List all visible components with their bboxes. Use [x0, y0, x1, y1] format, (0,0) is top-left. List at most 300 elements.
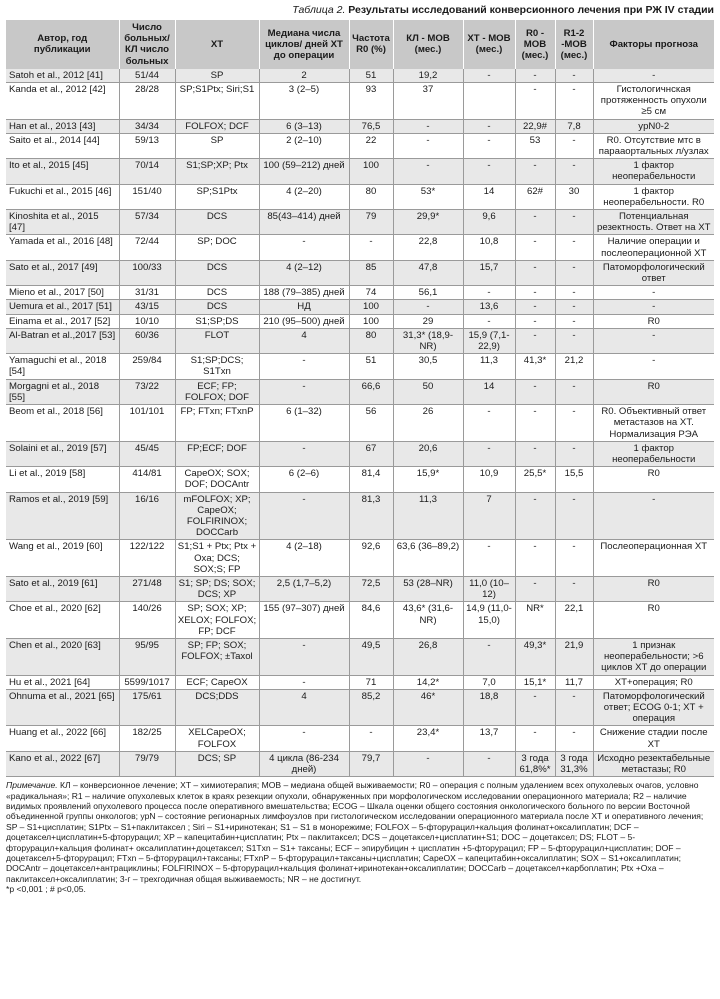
table-cell: 79,7	[349, 751, 393, 776]
table-cell: SP;S1Ptx; Siri;S1	[175, 83, 259, 120]
table-cell: -	[259, 441, 349, 466]
table-cell: Kano et al., 2022 [67]	[6, 751, 119, 776]
table-cell: 60/36	[119, 328, 175, 353]
table-row	[6, 379, 714, 404]
table-cell: S1;S1 + Ptx; Ptx + Oxa; DCS; SOX;S; FP	[175, 540, 259, 577]
table-cell: 100	[349, 300, 393, 314]
table-cell: 271/48	[119, 576, 175, 601]
table-cell: 15,7	[463, 260, 515, 285]
table-cell: 21,9	[555, 638, 593, 675]
table-row	[6, 492, 714, 540]
table-cell: 31,3* (18,9-NR)	[393, 328, 463, 353]
table-cell: -	[515, 235, 555, 260]
table-cell: 53*	[393, 184, 463, 209]
table-cell: 10,9	[463, 467, 515, 492]
table-cell: DCS	[175, 260, 259, 285]
table-cell: 74	[349, 286, 393, 300]
table-cell: 73/22	[119, 379, 175, 404]
table-cell: Beom et al., 2018 [56]	[6, 405, 119, 442]
table-cell: 101/101	[119, 405, 175, 442]
table-cell: SP; SOX; XP; XELOX; FOLFOX; FP; DCF	[175, 602, 259, 639]
table-cell: ECF; FP; FOLFOX; DOF	[175, 379, 259, 404]
table-cell: -	[515, 300, 555, 314]
table-cell: 151/40	[119, 184, 175, 209]
table-cell: -	[393, 133, 463, 158]
table-caption	[6, 3, 714, 17]
table-cell: -	[463, 540, 515, 577]
table-cell: -	[515, 379, 555, 404]
table-cell: 414/81	[119, 467, 175, 492]
table-cell: FLOT	[175, 328, 259, 353]
table-cell: 53 (28–NR)	[393, 576, 463, 601]
table-cell: 22	[349, 133, 393, 158]
table-cell: Послеоперационная ХТ	[593, 540, 714, 577]
table-cell: 16/16	[119, 492, 175, 540]
table-cell: 1 фактор неоперабельности. R0	[593, 184, 714, 209]
table-cell: NR*	[515, 602, 555, 639]
table-cell: 4 (2–20)	[259, 184, 349, 209]
table-cell: Choe et al., 2020 [62]	[6, 602, 119, 639]
table-cell: 22,8	[393, 235, 463, 260]
column-header: КЛ - МОВ (мес.)	[393, 20, 463, 69]
table-cell: 50	[393, 379, 463, 404]
table-cell: -	[593, 354, 714, 379]
table-row	[6, 314, 714, 328]
table-row	[6, 159, 714, 184]
table-cell: Kanda et al., 2012 [42]	[6, 83, 119, 120]
column-header: Факторы прогноза	[593, 20, 714, 69]
table-cell: 49,5	[349, 638, 393, 675]
table-cell: FP; FTxn; FTxnP	[175, 405, 259, 442]
table-row	[6, 441, 714, 466]
table-cell: -	[555, 540, 593, 577]
table-cell: 59/13	[119, 133, 175, 158]
table-cell: 9,6	[463, 210, 515, 235]
table-cell: 85(43–414) дней	[259, 210, 349, 235]
table-cell: -	[515, 726, 555, 751]
table-cell: Ohnuma et al., 2021 [65]	[6, 689, 119, 726]
table-cell: S1;SP;DCS; S1Txn	[175, 354, 259, 379]
table-cell: -	[349, 726, 393, 751]
table-cell: -	[349, 235, 393, 260]
table-cell: 2	[259, 69, 349, 83]
table-cell: -	[555, 492, 593, 540]
table-cell: 1 признак неоперабельности; >6 циклов ХТ до операции	[593, 638, 714, 675]
table-cell: Sato et al., 2019 [61]	[6, 576, 119, 601]
table-cell: Потенциальная резектность. Ответ на ХТ	[593, 210, 714, 235]
table-cell: -	[515, 689, 555, 726]
table-cell: ХТ+операция; R0	[593, 675, 714, 689]
column-header: Медиана числа циклов/ дней ХТ до операции	[259, 20, 349, 69]
table-cell: XELCapeOX; FOLFOX	[175, 726, 259, 751]
table-cell: 51	[349, 354, 393, 379]
table-cell: 49,3*	[515, 638, 555, 675]
table-cell: 93	[349, 83, 393, 120]
table-cell: -	[515, 405, 555, 442]
table-row	[6, 576, 714, 601]
table-cell: FP;ECF; DOF	[175, 441, 259, 466]
table-cell: -	[593, 492, 714, 540]
table-cell: 2 (2–10)	[259, 133, 349, 158]
table-cell: 3 (2–5)	[259, 83, 349, 120]
table-cell: 182/25	[119, 726, 175, 751]
table-cell: 7,8	[555, 119, 593, 133]
table-cell: 95/95	[119, 638, 175, 675]
table-cell: -	[593, 286, 714, 300]
table-cell: Исходно резектабельные метастазы; R0	[593, 751, 714, 776]
table-cell: SP; FP; SOX; FOLFOX; ±Taxol	[175, 638, 259, 675]
table-cell: R0	[593, 576, 714, 601]
table-row	[6, 210, 714, 235]
table-cell: R0	[593, 379, 714, 404]
table-cell: DCS	[175, 210, 259, 235]
table-cell: 13,6	[463, 300, 515, 314]
table-cell: Chen et al., 2020 [63]	[6, 638, 119, 675]
table-cell: 37	[393, 83, 463, 120]
column-header: ХТ	[175, 20, 259, 69]
table-cell: DCS; SP	[175, 751, 259, 776]
table-cell: Li et al., 2019 [58]	[6, 467, 119, 492]
table-cell: R0	[593, 467, 714, 492]
table-cell: 4 цикла (86-234 дней)	[259, 751, 349, 776]
table-cell: -	[515, 492, 555, 540]
table-cell: -	[259, 492, 349, 540]
table-cell: -	[515, 441, 555, 466]
table-cell: 85	[349, 260, 393, 285]
table-cell: 3 года 61,8%*	[515, 751, 555, 776]
table-cell: 100	[349, 159, 393, 184]
table-cell: SP	[175, 133, 259, 158]
table-cell: 259/84	[119, 354, 175, 379]
table-row	[6, 354, 714, 379]
table-cell: -	[463, 159, 515, 184]
table-row	[6, 751, 714, 776]
table-cell: 79/79	[119, 751, 175, 776]
table-cell: 21,2	[555, 354, 593, 379]
table-cell: -	[555, 314, 593, 328]
table-cell: 11,7	[555, 675, 593, 689]
table-cell: 28/28	[119, 83, 175, 120]
table-cell: Mieno et al., 2017 [50]	[6, 286, 119, 300]
table-cell: Morgagni et al., 2018 [55]	[6, 379, 119, 404]
table-cell: -	[555, 260, 593, 285]
table-cell: -	[463, 441, 515, 466]
table-cell: Al-Batran et al.,2017 [53]	[6, 328, 119, 353]
table-cell: Satoh et al., 2012 [41]	[6, 69, 119, 83]
table-cell: 46*	[393, 689, 463, 726]
table-cell: 210 (95–500) дней	[259, 314, 349, 328]
table-header	[6, 20, 714, 69]
table-cell: 100	[349, 314, 393, 328]
table-cell: 29	[393, 314, 463, 328]
table-cell: 71	[349, 675, 393, 689]
column-header: R1-2 -МОВ (мес.)	[555, 20, 593, 69]
table-row	[6, 133, 714, 158]
table-cell: SP; DOC	[175, 235, 259, 260]
table-cell: Снижение стадии после ХТ	[593, 726, 714, 751]
table-cell: 10,8	[463, 235, 515, 260]
table-cell: R0. Объективный ответ метастазов на ХТ. Нормализация РЭА	[593, 405, 714, 442]
table-cell: -	[593, 328, 714, 353]
table-cell: -	[555, 210, 593, 235]
table-cell: 1 фактор неоперабельности	[593, 441, 714, 466]
table-cell: -	[463, 638, 515, 675]
table-cell: 140/26	[119, 602, 175, 639]
table-cell: -	[593, 300, 714, 314]
table-cell: S1;SP;DS	[175, 314, 259, 328]
table-cell: 7	[463, 492, 515, 540]
table-cell: Huang et al., 2022 [66]	[6, 726, 119, 751]
table-cell: 4	[259, 328, 349, 353]
table-cell: -	[393, 159, 463, 184]
table-cell: -	[555, 576, 593, 601]
table-cell: Einama et al., 2017 [52]	[6, 314, 119, 328]
table-cell: -	[259, 675, 349, 689]
table-cell: 80	[349, 184, 393, 209]
column-header: Число больных/ КЛ число больных	[119, 20, 175, 69]
table-cell: -	[555, 300, 593, 314]
table-row	[6, 119, 714, 133]
table-cell: -	[515, 286, 555, 300]
table-row	[6, 726, 714, 751]
table-cell: 100/33	[119, 260, 175, 285]
table-row	[6, 675, 714, 689]
table-cell: -	[259, 379, 349, 404]
table-cell: -	[393, 751, 463, 776]
table-cell: 5599/1017	[119, 675, 175, 689]
table-cell: -	[515, 576, 555, 601]
table-cell: 81,3	[349, 492, 393, 540]
table-cell: 4 (2–12)	[259, 260, 349, 285]
table-cell: -	[463, 405, 515, 442]
table-cell: Solaini et al., 2019 [57]	[6, 441, 119, 466]
table-cell: -	[463, 69, 515, 83]
table-cell: 188 (79–385) дней	[259, 286, 349, 300]
table-cell: Наличие операции и послеоперационной ХТ	[593, 235, 714, 260]
table-cell: -	[463, 751, 515, 776]
table-cell: -	[515, 83, 555, 120]
results-table	[6, 20, 714, 777]
table-cell: 122/122	[119, 540, 175, 577]
table-cell: -	[555, 726, 593, 751]
table-cell: 7,0	[463, 675, 515, 689]
table-cell: 57/34	[119, 210, 175, 235]
table-cell: -	[393, 119, 463, 133]
table-cell: Патоморфологический ответ; ECOG 0-1; ХТ + операция	[593, 689, 714, 726]
table-cell: -	[555, 235, 593, 260]
table-cell: 30,5	[393, 354, 463, 379]
table-cell: 26	[393, 405, 463, 442]
footnote-text: КЛ – конверсионное лечение; ХТ – химиотерапия; МОВ – медиана общей выживаемости; R0 – операция с полным удалением всех опухолевых очагов, условно «радикальная»; R1 – наличие опухолевых клеток в краях резекции опухоли, обнаруженных при морфологическом исследовании операционного материала; R2 – наличие видимых проявлений опухолевого процесса после оперативного вмешательства; ECOG – Шкала оценки общего состояния онкологического больного по версии Восточной объединенной группы онкологов; ypN – состояние регионарных лимфоузлов при гистологическом исследовании операционного материала после ХТ и оперативного лечения; SP – S1+цисплатин; S1Ptx – S1+паклитаксел ; Siri – S1+иринотекан; S1 – S1 в монорежиме; FOLFOX – 5-фторурацил+кальция фолинат+оксалиплатин; DCF – доцетаксел+цисплатин+5-фторурацил; XP – капецитабин+цисплатин; Ptx – паклитаксел; DCS – доцетаксел+цисплатин+S1; DOC – доцетаксел; DS; FLOT – 5-фторурацил+кальция фолинат+ оксалиплатин+доцетаксел; S1Txn – S1+ таксаны; ECF – эпирубицин + цисплатин +5-фторурацил; FP – 5-фторурацил+цисплатин; DOF – доцетаксел+5-фторурацил; FTxn – 5-фторурацил+таксаны; FTxnP – 5-фторурацил+таксаны+цисплатин; CapeOX – капецитабин+оксалиплатин; SOX – S1+оксалиплатин; DOCAntr – доцетаксел+антрациклины; FOLFIRINOX – 5-фторурацил+кальция фолинат+иринотекан+оксалиплатин; DOCCarb – доцетаксел+карбоплатин; Ptx +Oxa – паклитаксел+оксалиплатин; 3-г – трехгодичная общая выживаемость; NR – не достигнут.	[6, 780, 704, 884]
table-cell: 14,2*	[393, 675, 463, 689]
table-cell: R0. Отсутствие мтс в парааортальных л/узлах	[593, 133, 714, 158]
table-cell: Sato et al., 2017 [49]	[6, 260, 119, 285]
table-cell: 4	[259, 689, 349, 726]
table-cell: -	[259, 726, 349, 751]
table-cell: 13,7	[463, 726, 515, 751]
table-cell: Uemura et al., 2017 [51]	[6, 300, 119, 314]
table-cell: -	[515, 159, 555, 184]
table-cell: 1 фактор неоперабельности	[593, 159, 714, 184]
table-cell: SP	[175, 69, 259, 83]
table-cell: 81,4	[349, 467, 393, 492]
table-cell: FOLFOX; DCF	[175, 119, 259, 133]
table-cell: 43,6* (31,6-NR)	[393, 602, 463, 639]
footnote-label: Примечание.	[6, 780, 58, 791]
table-cell: CapeOX; SOX; DOF; DOCAntr	[175, 467, 259, 492]
table-cell: -	[555, 379, 593, 404]
table-cell: 175/61	[119, 689, 175, 726]
table-cell: ypN0-2	[593, 119, 714, 133]
table-cell: -	[555, 83, 593, 120]
table-cell: -	[463, 314, 515, 328]
table-cell: 6 (3–13)	[259, 119, 349, 133]
table-cell: 34/34	[119, 119, 175, 133]
table-cell: Kinoshita et al., 2015 [47]	[6, 210, 119, 235]
table-cell: 20,6	[393, 441, 463, 466]
table-row	[6, 405, 714, 442]
table-cell: -	[593, 69, 714, 83]
table-cell: 72,5	[349, 576, 393, 601]
table-row	[6, 328, 714, 353]
table-cell: Han et al., 2013 [43]	[6, 119, 119, 133]
table-cell: -	[555, 159, 593, 184]
table-cell: 56,1	[393, 286, 463, 300]
table-cell: 31/31	[119, 286, 175, 300]
table-row	[6, 286, 714, 300]
table-cell: -	[515, 314, 555, 328]
table-cell: 3 года 31,3%	[555, 751, 593, 776]
table-cell: R0	[593, 314, 714, 328]
table-cell: Yamada et al., 2016 [48]	[6, 235, 119, 260]
table-cell: 45/45	[119, 441, 175, 466]
table-cell: ECF; CapeOX	[175, 675, 259, 689]
table-cell: 76,5	[349, 119, 393, 133]
table-cell: S1;SP;XP; Ptx	[175, 159, 259, 184]
table-cell: 56	[349, 405, 393, 442]
table-cell: 100 (59–212) дней	[259, 159, 349, 184]
table-cell: 11,3	[463, 354, 515, 379]
table-cell: 14	[463, 379, 515, 404]
table-cell: 72/44	[119, 235, 175, 260]
table-cell: 84,6	[349, 602, 393, 639]
table-cell: 41,3*	[515, 354, 555, 379]
table-cell: Ramos et al., 2019 [59]	[6, 492, 119, 540]
table-cell: 29,9*	[393, 210, 463, 235]
table-cell: 25,5*	[515, 467, 555, 492]
table-cell: -	[515, 210, 555, 235]
table-cell: -	[515, 328, 555, 353]
table-cell: -	[259, 235, 349, 260]
table-cell: Wang et al., 2019 [60]	[6, 540, 119, 577]
table-cell: 15,5	[555, 467, 593, 492]
table-cell: 51/44	[119, 69, 175, 83]
column-header: Частота R0 (%)	[349, 20, 393, 69]
table-cell: 80	[349, 328, 393, 353]
column-header: R0 - МОВ (мес.)	[515, 20, 555, 69]
table-cell: S1; SP; DS; SOX; DCS; XP	[175, 576, 259, 601]
table-cell: Ito et al., 2015 [45]	[6, 159, 119, 184]
table-footnote	[6, 780, 714, 894]
column-header: ХТ - МОВ (мес.)	[463, 20, 515, 69]
table-cell: 10/10	[119, 314, 175, 328]
table-cell: Yamaguchi et al., 2018 [54]	[6, 354, 119, 379]
table-cell: 66,6	[349, 379, 393, 404]
table-cell: -	[555, 286, 593, 300]
table-cell: 51	[349, 69, 393, 83]
table-row	[6, 540, 714, 577]
table-cell: Гистологичнская протяженность опухоли ≥5 см	[593, 83, 714, 120]
table-cell: -	[515, 260, 555, 285]
table-cell: 67	[349, 441, 393, 466]
table-cell: 43/15	[119, 300, 175, 314]
table-cell: mFOLFOX; XP; CapeOX; FOLFIRINOX; DOCCarb	[175, 492, 259, 540]
table-row	[6, 602, 714, 639]
table-cell: -	[259, 354, 349, 379]
table-row	[6, 83, 714, 120]
table-row	[6, 300, 714, 314]
table-cell: 70/14	[119, 159, 175, 184]
table-cell: -	[555, 689, 593, 726]
table-cell: -	[555, 405, 593, 442]
table-cell: 92,6	[349, 540, 393, 577]
table-cell	[463, 83, 515, 120]
table-cell: 23,4*	[393, 726, 463, 751]
table-cell: -	[515, 540, 555, 577]
table-cell: 79	[349, 210, 393, 235]
table-cell: 22,9#	[515, 119, 555, 133]
table-cell: -	[515, 69, 555, 83]
table-body	[6, 69, 714, 777]
table-cell: 85,2	[349, 689, 393, 726]
table-cell: Hu et al., 2021 [64]	[6, 675, 119, 689]
table-cell: 47,8	[393, 260, 463, 285]
table-cell: 62#	[515, 184, 555, 209]
table-cell: 53	[515, 133, 555, 158]
table-cell: 26,8	[393, 638, 463, 675]
table-cell: 15,9 (7,1-22,9)	[463, 328, 515, 353]
table-cell: Патоморфологический ответ	[593, 260, 714, 285]
table-cell: 155 (97–307) дней	[259, 602, 349, 639]
table-row	[6, 184, 714, 209]
table-row	[6, 689, 714, 726]
table-row	[6, 235, 714, 260]
table-cell: 30	[555, 184, 593, 209]
table-cell: -	[463, 286, 515, 300]
table-cell: 18,8	[463, 689, 515, 726]
table-caption-title: Результаты исследований конверсионного лечения при РЖ IV стадии	[348, 4, 714, 16]
table-cell: R0	[593, 602, 714, 639]
table-cell: 6 (2–6)	[259, 467, 349, 492]
table-cell: 14,9 (11,0-15,0)	[463, 602, 515, 639]
table-cell: 4 (2–18)	[259, 540, 349, 577]
footnote-significance: *p <0,001 ; # p<0,05.	[6, 884, 86, 895]
table-cell: 22,1	[555, 602, 593, 639]
table-cell: -	[259, 638, 349, 675]
table-cell: 2,5 (1,7–5,2)	[259, 576, 349, 601]
table-cell: -	[555, 69, 593, 83]
table-cell: 63,6 (36–89,2)	[393, 540, 463, 577]
table-cell: DCS	[175, 300, 259, 314]
table-cell: Saito et al., 2014 [44]	[6, 133, 119, 158]
table-cell: 6 (1–32)	[259, 405, 349, 442]
table-cell: -	[393, 300, 463, 314]
table-row	[6, 638, 714, 675]
table-row	[6, 260, 714, 285]
table-cell: DCS	[175, 286, 259, 300]
table-caption-label: Таблица 2.	[292, 4, 346, 16]
table-row	[6, 467, 714, 492]
